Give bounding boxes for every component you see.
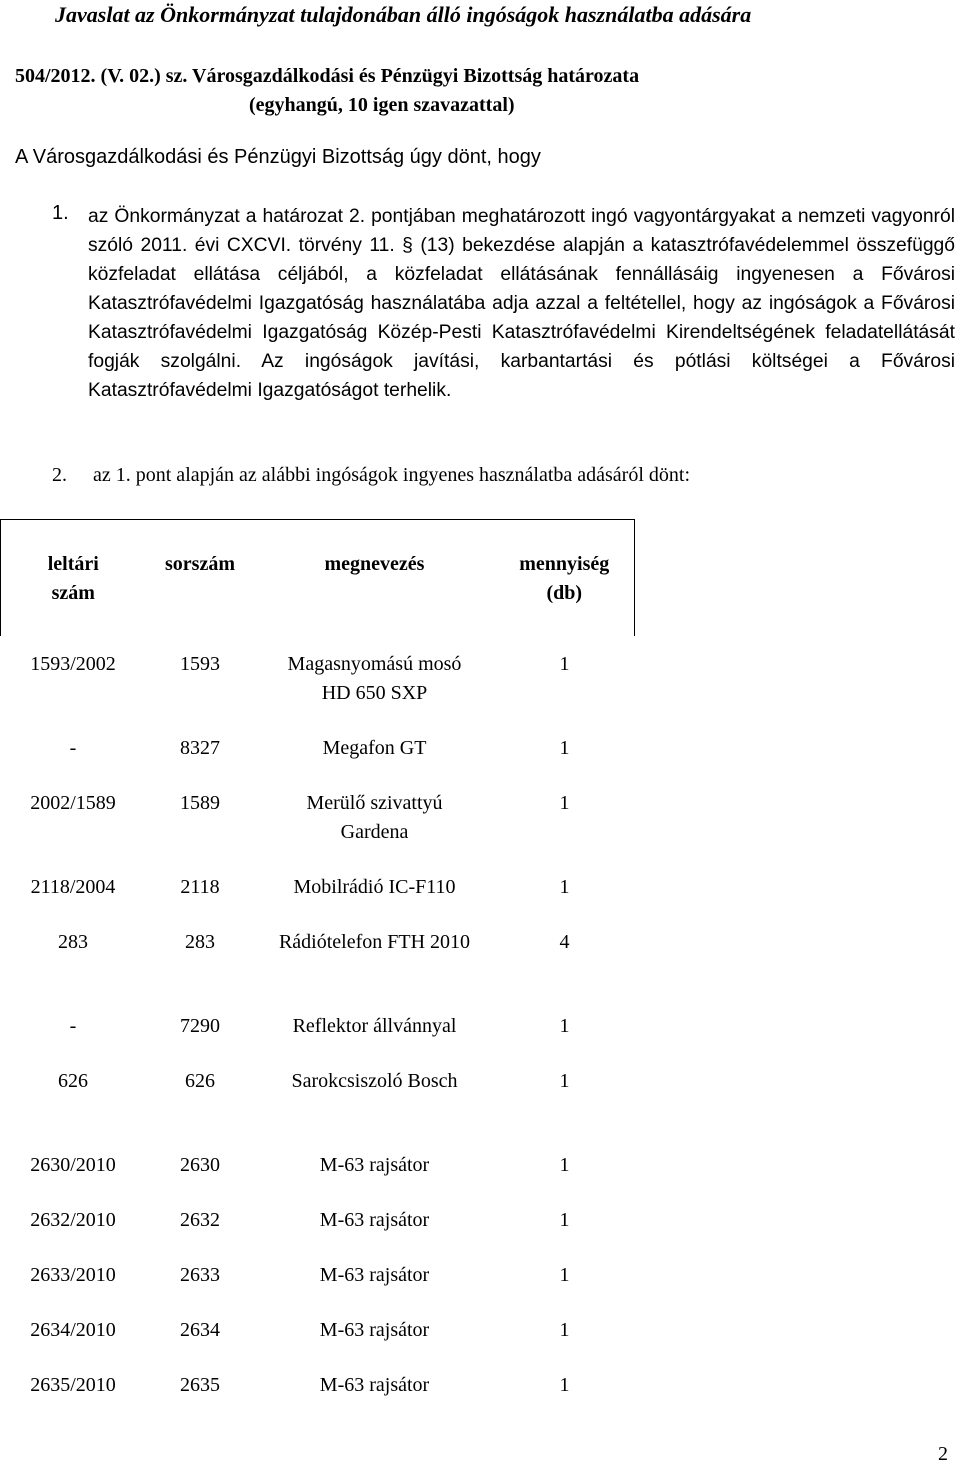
cell-sorszam: 2630: [180, 1153, 220, 1176]
cell-leltari-szam: 283: [58, 930, 88, 953]
cell-leltari-szam: 2118/2004: [30, 875, 116, 898]
table-row: [1, 1137, 635, 1192]
cell-sorszam: 626: [185, 1069, 215, 1092]
cell-leltari-szam: 2630/2010: [30, 1153, 116, 1176]
table-row: [1, 1357, 635, 1412]
header-megnevezes: megnevezés: [255, 520, 495, 636]
cell-mennyiseg: 1: [559, 791, 570, 814]
table-header-row: [1, 520, 635, 636]
cell-mennyiseg: 1: [559, 652, 570, 675]
cell-mennyiseg: 1: [559, 1208, 570, 1231]
cell-mennyiseg: 1: [559, 736, 570, 759]
cell-megnevezes: Rádiótelefon FTH 2010: [278, 930, 471, 953]
table-row: [1, 859, 635, 914]
cell-mennyiseg: 1: [559, 1069, 570, 1092]
cell-sorszam: 8327: [180, 736, 220, 759]
table-row: [1, 720, 635, 775]
cell-sorszam: 1593: [180, 652, 220, 675]
cell-mennyiseg: 1: [559, 1014, 570, 1037]
table-row: [1, 914, 635, 998]
cell-sorszam: 2634: [180, 1318, 220, 1341]
cell-megnevezes: M-63 rajsátor: [319, 1153, 430, 1176]
item2-number: 2.: [52, 464, 67, 486]
document-title: Javaslat az Önkormányzat tulajdonában álló ingóságok használatba adására: [55, 2, 752, 27]
header-sorszam: sorszám: [146, 520, 255, 636]
header-mennyiseg: mennyiség (db): [495, 520, 635, 636]
item1-text: az Önkormányzat a határozat 2. pontjában meghatározott ingó vagyontárgyakat a nemzeti vagyonról szóló 2011. évi CXCVI. törvény 11. § (13) bekezdése alapján a katasztrófavédelemmel összefüggő közfeladat ellátása céljából, a közfeladat ellátásának fennállásáig ingyenesen a Fővárosi Katasztrófavédelmi Igazgatóság használatába adja azzal a feltétellel, hogy az ingóságok a Fővárosi Katasztrófavédelmi Igazgatóság Közép-Pesti Katasztrófavédelmi Kirendeltségének feladatellátását fogják szolgálni. Az ingóságok javítási, karbantartási és pótlási költségei a Fővárosi Katasztrófavédelmi Igazgatóságot terhelik.: [88, 206, 955, 401]
cell-leltari-szam: 2634/2010: [30, 1318, 116, 1341]
cell-mennyiseg: 1: [559, 1318, 570, 1341]
item2-text: az 1. pont alapján az alábbi ingóságok ingyenes használatba adásáról dönt:: [93, 464, 691, 486]
decision-header-line2: (egyhangú, 10 igen szavazattal): [249, 94, 515, 116]
table-row: [1, 998, 635, 1053]
cell-megnevezes: Megafon GT: [322, 736, 427, 759]
cell-leltari-szam: 1593/2002: [30, 652, 116, 675]
cell-sorszam: 2633: [180, 1263, 220, 1286]
table-row: [1, 1302, 635, 1357]
cell-leltari-szam: 626: [58, 1069, 88, 1092]
cell-megnevezes: M-63 rajsátor: [319, 1263, 430, 1286]
table-row: [1, 1192, 635, 1247]
cell-megnevezes: Merülő szivattyú Gardena: [306, 791, 443, 843]
table-row: [1, 636, 635, 720]
item1-number: 1.: [52, 202, 69, 224]
cell-mennyiseg: 1: [559, 1263, 570, 1286]
cell-leltari-szam: 2632/2010: [30, 1208, 116, 1231]
cell-megnevezes: M-63 rajsátor: [319, 1318, 430, 1341]
cell-leltari-szam: 2633/2010: [30, 1263, 116, 1286]
inventory-table: [0, 519, 635, 1412]
cell-megnevezes: Magasnyomású mosó HD 650 SXP: [287, 652, 462, 704]
cell-sorszam: 2118: [180, 875, 220, 898]
cell-leltari-szam: -: [69, 1014, 77, 1037]
cell-megnevezes: M-63 rajsátor: [319, 1208, 430, 1231]
header-leltari-szam: leltári szám: [1, 520, 146, 636]
cell-mennyiseg: 1: [559, 1153, 570, 1176]
cell-megnevezes: Mobilrádió IC-F110: [293, 875, 456, 898]
cell-sorszam: 283: [185, 930, 215, 953]
decision-header-line1: 504/2012. (V. 02.) sz. Városgazdálkodási és Pénzügyi Bizottság határozata: [15, 65, 640, 87]
table-row: [1, 1247, 635, 1302]
cell-sorszam: 7290: [180, 1014, 220, 1037]
cell-leltari-szam: 2002/1589: [30, 791, 116, 814]
cell-leltari-szam: 2635/2010: [30, 1373, 116, 1396]
cell-sorszam: 2635: [180, 1373, 220, 1396]
cell-sorszam: 2632: [180, 1208, 220, 1231]
table-row: [1, 1053, 635, 1137]
page-number: 2: [938, 1443, 948, 1465]
cell-mennyiseg: 1: [559, 875, 570, 898]
cell-mennyiseg: 4: [559, 930, 570, 953]
cell-mennyiseg: 1: [559, 1373, 570, 1396]
decision-header: [15, 62, 815, 120]
cell-megnevezes: Sarokcsiszoló Bosch: [291, 1069, 458, 1092]
cell-leltari-szam: -: [69, 736, 77, 759]
intro-text: A Városgazdálkodási és Pénzügyi Bizottság úgy dönt, hogy: [15, 146, 541, 168]
cell-megnevezes: Reflektor állvánnyal: [292, 1014, 457, 1037]
cell-sorszam: 1589: [180, 791, 220, 814]
cell-megnevezes: M-63 rajsátor: [319, 1373, 430, 1396]
table-row: [1, 775, 635, 859]
